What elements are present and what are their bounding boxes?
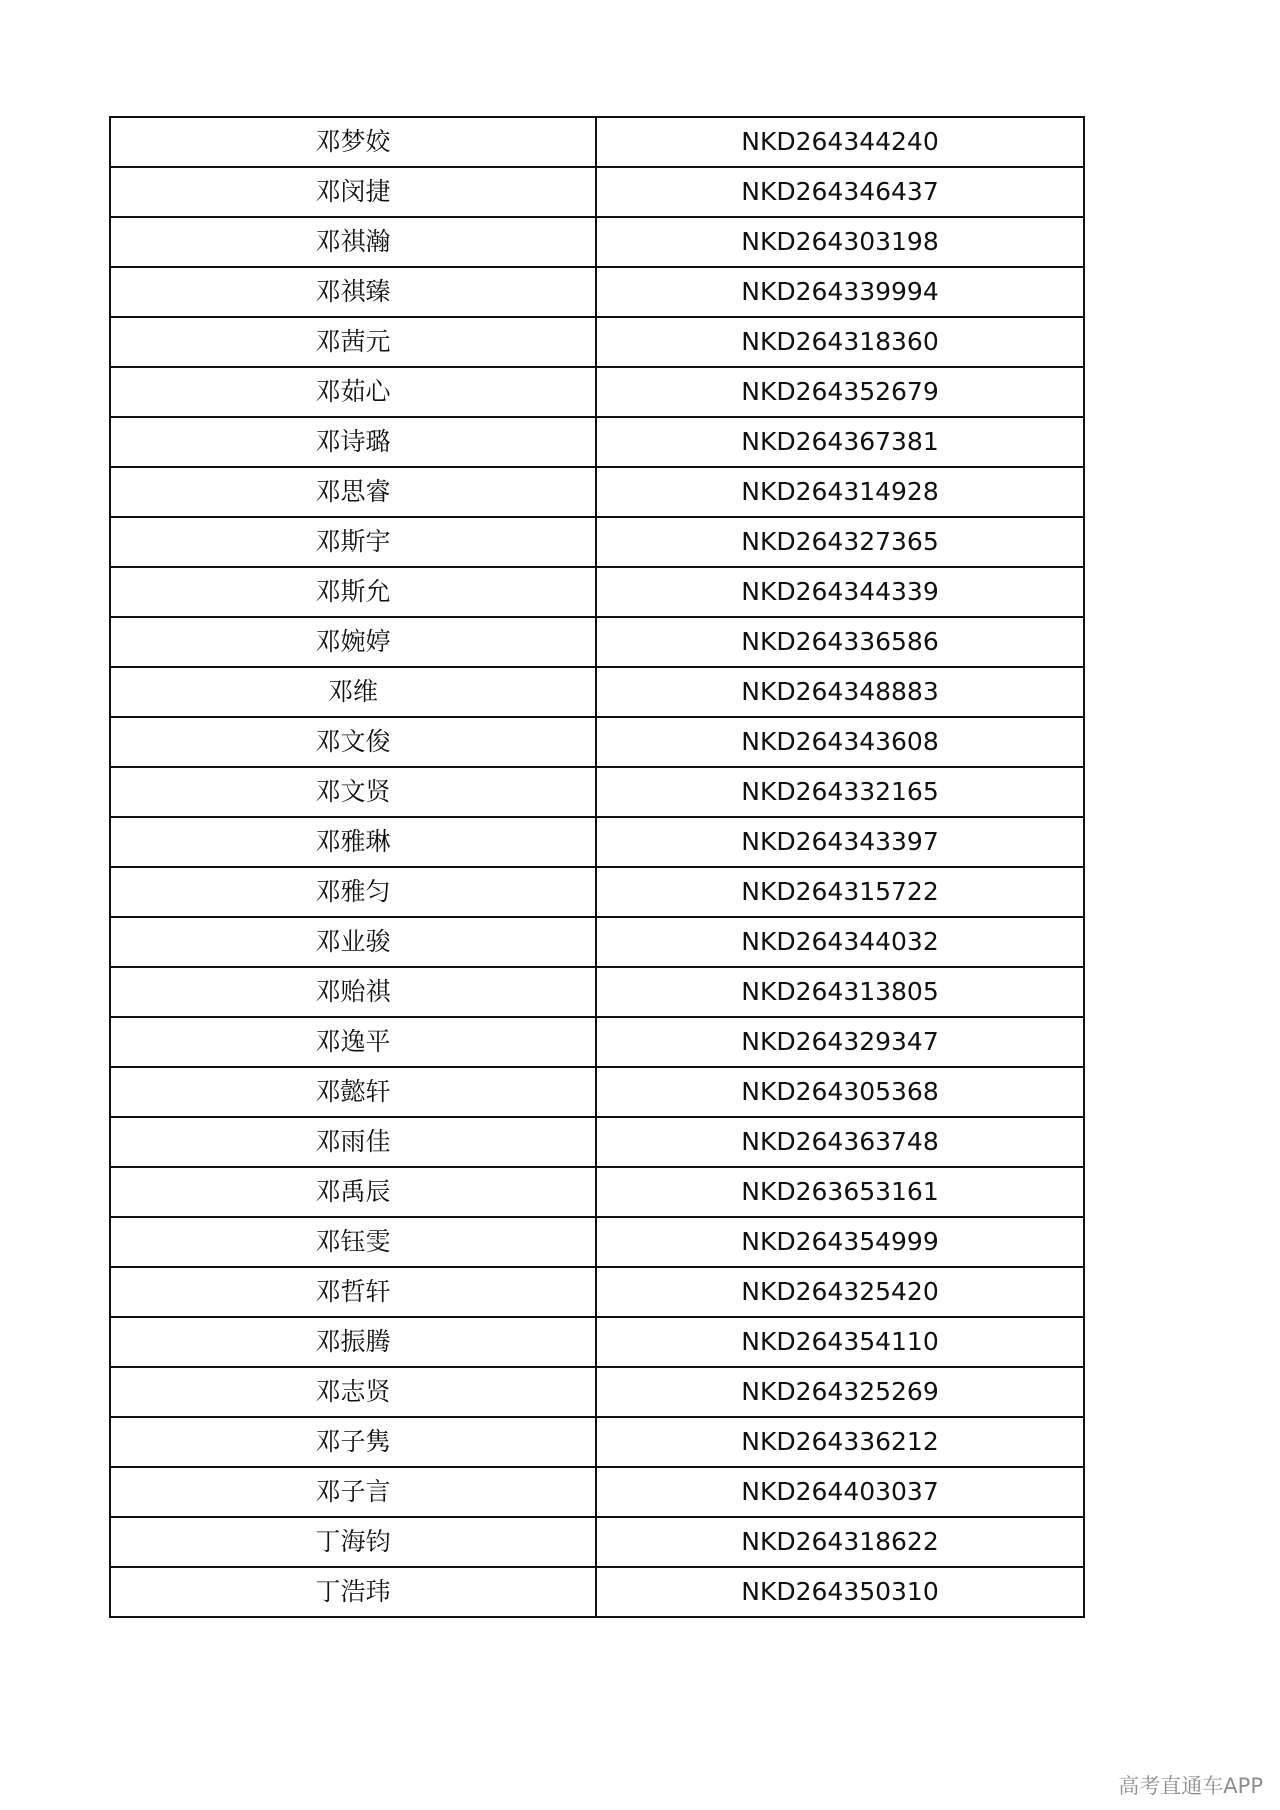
student-name-cell: 邓闵捷 [110,167,596,217]
table-row [110,1217,1084,1267]
registration-number-cell: NKD264348883 [596,667,1084,717]
table-row [110,367,1084,417]
table-row [110,1367,1084,1417]
table-row [110,1117,1084,1167]
student-name-cell: 邓婉婷 [110,617,596,667]
student-name-cell: 邓贻祺 [110,967,596,1017]
student-name-cell: 邓振腾 [110,1317,596,1367]
table-row [110,1317,1084,1367]
registration-number-cell: NKD264339994 [596,267,1084,317]
registration-number-cell: NKD264329347 [596,1017,1084,1067]
table-row [110,967,1084,1017]
table-row [110,567,1084,617]
student-name-cell: 邓雅琳 [110,817,596,867]
student-name-cell: 邓子隽 [110,1417,596,1467]
registration-number-cell: NKD263653161 [596,1167,1084,1217]
table-row [110,467,1084,517]
registration-number-cell: NKD264314928 [596,467,1084,517]
table-row [110,267,1084,317]
roster-table-body [110,117,1084,1617]
table-row [110,667,1084,717]
registration-number-cell: NKD264327365 [596,517,1084,567]
student-name-cell: 邓子言 [110,1467,596,1517]
registration-number-cell: NKD264315722 [596,867,1084,917]
registration-number-cell: NKD264332165 [596,767,1084,817]
student-name-cell: 邓诗璐 [110,417,596,467]
student-name-cell: 邓祺瀚 [110,217,596,267]
table-row [110,767,1084,817]
student-name-cell: 丁浩玮 [110,1567,596,1617]
registration-number-cell: NKD264343608 [596,717,1084,767]
table-row [110,717,1084,767]
student-name-cell: 邓哲轩 [110,1267,596,1317]
table-row [110,917,1084,967]
student-name-cell: 邓梦姣 [110,117,596,167]
roster-table [109,116,1085,1618]
student-name-cell: 邓斯宇 [110,517,596,567]
registration-number-cell: NKD264403037 [596,1467,1084,1517]
student-name-cell: 邓思睿 [110,467,596,517]
table-row [110,867,1084,917]
table-row [110,517,1084,567]
student-name-cell: 邓茜元 [110,317,596,367]
registration-number-cell: NKD264305368 [596,1067,1084,1117]
source-watermark: 高考直通车APP [1118,1774,1263,1798]
table-row [110,1267,1084,1317]
student-name-cell: 邓祺臻 [110,267,596,317]
table-row [110,217,1084,267]
table-row [110,167,1084,217]
registration-number-cell: NKD264344339 [596,567,1084,617]
table-row [110,117,1084,167]
student-name-cell: 邓懿轩 [110,1067,596,1117]
table-row [110,1467,1084,1517]
registration-number-cell: NKD264352679 [596,367,1084,417]
table-row [110,317,1084,367]
student-name-cell: 邓逸平 [110,1017,596,1067]
student-name-cell: 邓钰雯 [110,1217,596,1267]
registration-number-cell: NKD264346437 [596,167,1084,217]
table-row [110,817,1084,867]
table-row [110,1517,1084,1567]
registration-number-cell: NKD264354999 [596,1217,1084,1267]
student-name-cell: 邓维 [110,667,596,717]
student-name-cell: 邓志贤 [110,1367,596,1417]
student-name-cell: 邓斯允 [110,567,596,617]
student-name-cell: 邓业骏 [110,917,596,967]
registration-number-cell: NKD264318622 [596,1517,1084,1567]
registration-number-cell: NKD264336586 [596,617,1084,667]
table-row [110,417,1084,467]
registration-number-cell: NKD264325269 [596,1367,1084,1417]
registration-number-cell: NKD264313805 [596,967,1084,1017]
student-name-cell: 邓雨佳 [110,1117,596,1167]
student-name-cell: 丁海钧 [110,1517,596,1567]
registration-number-cell: NKD264303198 [596,217,1084,267]
table-row [110,1167,1084,1217]
registration-number-cell: NKD264318360 [596,317,1084,367]
registration-number-cell: NKD264367381 [596,417,1084,467]
registration-number-cell: NKD264343397 [596,817,1084,867]
registration-number-cell: NKD264350310 [596,1567,1084,1617]
registration-number-cell: NKD264344240 [596,117,1084,167]
table-row [110,617,1084,667]
registration-number-cell: NKD264325420 [596,1267,1084,1317]
student-name-cell: 邓文贤 [110,767,596,817]
registration-number-cell: NKD264336212 [596,1417,1084,1467]
registration-number-cell: NKD264354110 [596,1317,1084,1367]
registration-number-cell: NKD264344032 [596,917,1084,967]
student-name-cell: 邓茹心 [110,367,596,417]
registration-number-cell: NKD264363748 [596,1117,1084,1167]
table-row [110,1567,1084,1617]
student-name-cell: 邓雅匀 [110,867,596,917]
student-name-cell: 邓禹辰 [110,1167,596,1217]
table-row [110,1417,1084,1467]
table-row [110,1017,1084,1067]
student-name-cell: 邓文俊 [110,717,596,767]
table-row [110,1067,1084,1117]
